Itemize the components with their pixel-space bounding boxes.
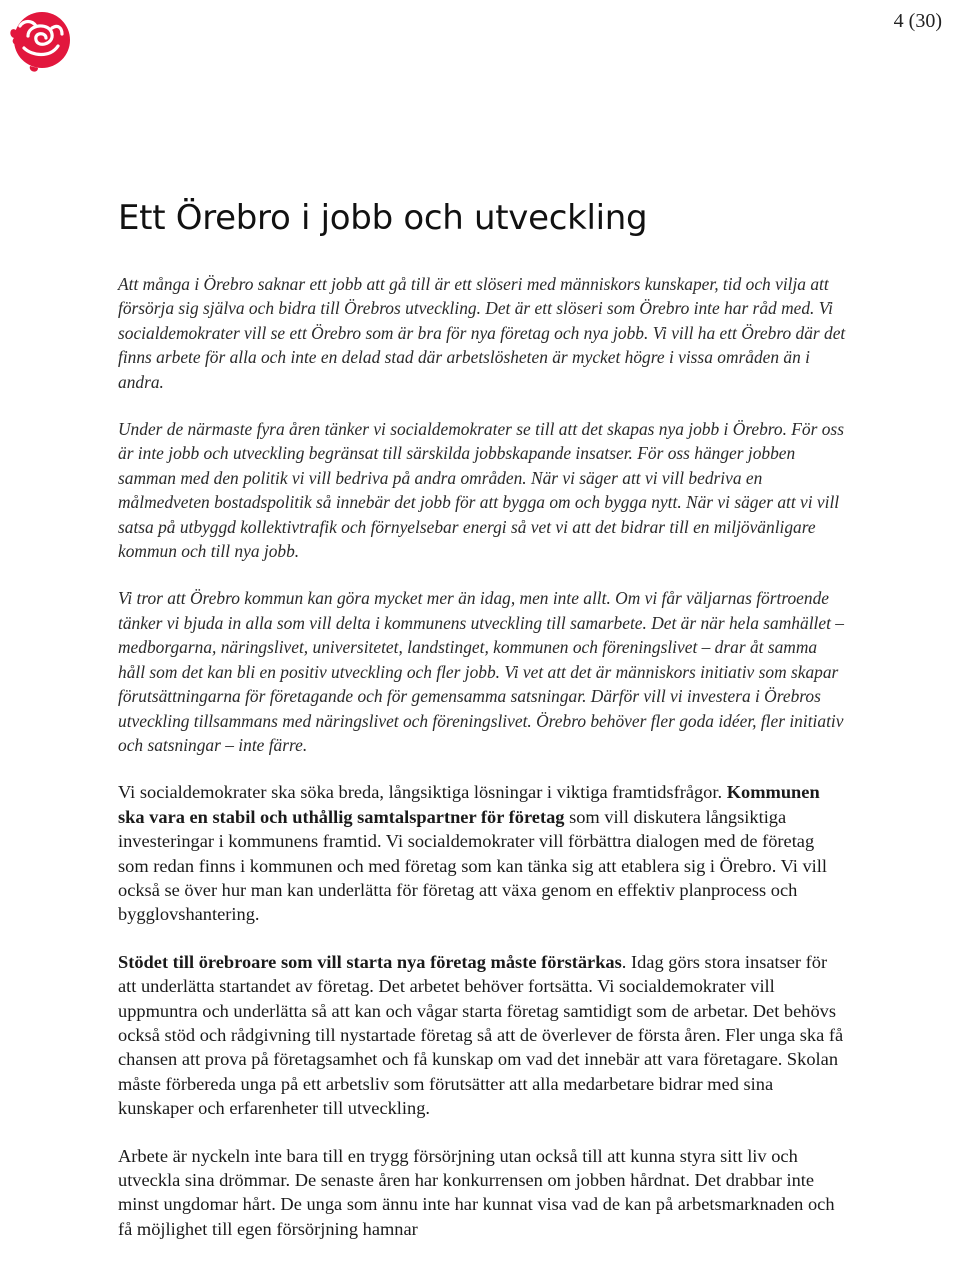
paragraph-intro: Att många i Örebro saknar ett jobb att gå till är ett slöseri med människors kunskaper, tid och vilja att försörja sig själva och bidra till Örebros utveckling. Det är ett slöseri som Örebro inte har råd med. Vi socialdemokrater vill se ett Örebro som är bra för nya företag och nya jobb. Vi vill ha ett Örebro där det finns arbete för alla och inte en delad stad där arbetslösheten är mycket högre i vissa områden än i andra.	[118, 274, 846, 392]
paragraph-cooperation: Vi tror att Örebro kommun kan göra mycket mer än idag, men inte allt. Om vi får väljarnas förtroende tänker vi bjuda in alla som vill delta i kommunens utveckling till samarbete. Det är när hela samhället – medborgarna, näringslivet, universitetet, landstinget, kommunen och föreningslivet – drar åt samma håll som det kan bli en positiv utveckling och fler jobb. Vi vet att det är människors initiativ som skapar förutsättningarna för företagande och för gemensamma satsningar. Därför vill vi investera i Örebros utveckling tillsammans med näringslivet och föreningslivet. Örebro behöver fler goda idéer, fler initiativ och satsningar – inte färre.	[118, 588, 844, 755]
paragraph-text: som vill diskutera långsiktiga investeringar i kommunens framtid. Vi socialdemokrater vill förbättra dialogen med de företag som redan finns i kommunen och med företag som kan tänka sig att etablera sig i Örebro. Vi vill också se över hur man kan underlätta för företag att växa genom en effektiv planprocess och bygglovshantering.	[118, 806, 827, 925]
party-logo	[6, 6, 74, 74]
paragraph-work-key: Arbete är nyckeln inte bara till en trygg försörjning utan också till att kunna styra sitt liv och utveckla sina drömmar. De senaste åren har konkurrensen om jobben hårdnat. Det drabbar inte minst ungdomar hårt. De unga som ännu inte har kunnat visa vad de kan på arbetsmarknaden och få möjlighet till egen försörjning hamnar	[118, 1145, 835, 1239]
paragraph-text: . Idag görs stora insatser för att underlätta startandet av företag. Det arbetet behöver fortsätta. Vi socialdemokrater vill uppmuntra och underlätta så att kan och vågar starta företag samtidigt som de arbetar. Det behövs också stöd och rådgivning till nystartade företag så att de överlever de första åren. Fler unga ska få chansen att prova på företagsamhet och få kunskap om vad det innebär att vara företagare. Skolan måste förbereda unga på ett arbetsliv som förutsätter att alla medarbetare bidrar med sina kunskaper och erfarenheter till utveckling.	[118, 951, 844, 1119]
paragraph-jobs: Under de närmaste fyra åren tänker vi socialdemokrater se till att det skapas nya jobb i Örebro. För oss är inte jobb och utveckling begränsat till särskilda jobbskapande insatser. För oss hänger jobben samman med den politik vi vill bedriva på andra områden. När vi säger att vi vill bedriva en målmedveten bostadspolitik så innebär det jobb för att bygga om och bygga nytt. När vi säger att vi vill satsa på utbyggd kollektivtrafik och förnyelsebar energi så vet vi att det bidrar till en miljövänligare kommun och till nya jobb.	[118, 419, 844, 562]
document-body	[118, 272, 846, 1264]
paragraph-business-dialogue	[118, 780, 846, 926]
paragraph-startups	[118, 950, 846, 1121]
paragraph-lead: Vi socialdemokrater ska söka breda, långsiktiga lösningar i viktiga framtidsfrågor.	[118, 782, 727, 803]
rose-logo-icon	[6, 6, 74, 74]
paragraph-bold-statement: Stödet till örebroare som vill starta nya företag måste förstärkas	[118, 951, 622, 972]
paragraph-bold-statement: Kommunen ska vara en stabil och uthållig samtalspartner för företag	[118, 782, 820, 827]
document-title: Ett Örebro i jobb och utveckling	[118, 198, 648, 238]
page-number: 4 (30)	[893, 10, 942, 32]
